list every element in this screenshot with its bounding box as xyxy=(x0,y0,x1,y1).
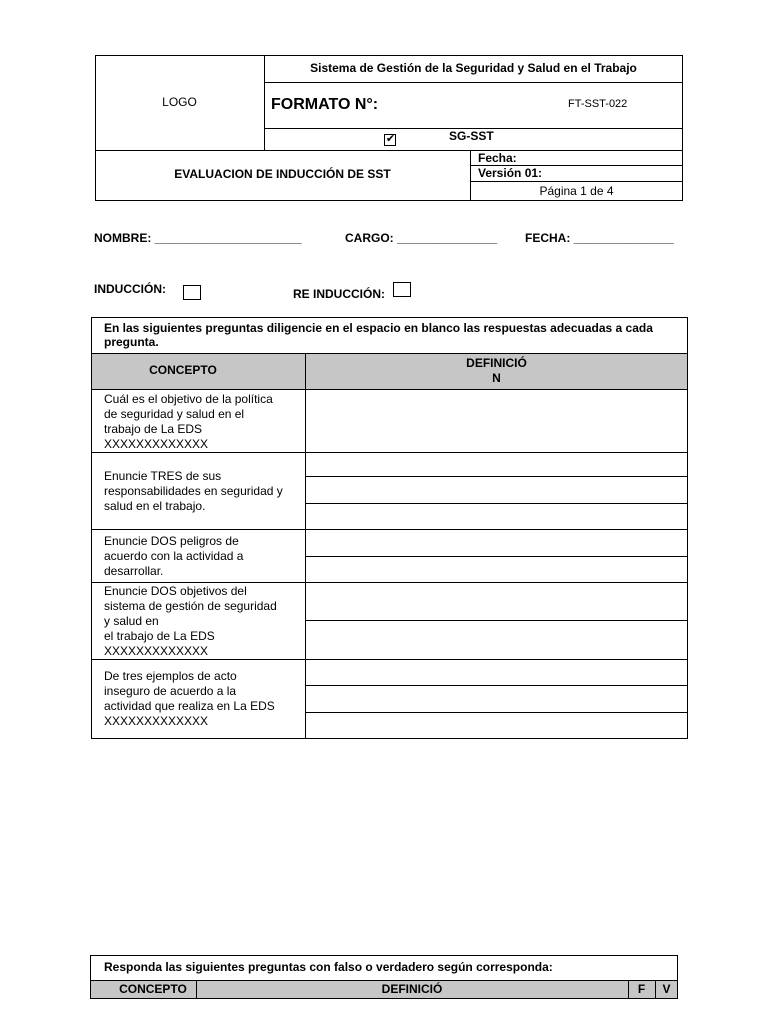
header-divider xyxy=(470,181,683,182)
reinduccion-label: RE INDUCCIÓN: xyxy=(293,287,385,301)
reinduccion-checkbox[interactable] xyxy=(393,282,411,297)
system-title: Sistema de Gestión de la Seguridad y Salud en el Trabajo xyxy=(310,61,637,75)
logo-placeholder: LOGO xyxy=(162,95,197,109)
answer-field-4[interactable] xyxy=(306,583,687,659)
question-3: Enuncie DOS peligros de acuerdo con la actividad a desarrollar. xyxy=(104,534,244,578)
format-code: FT-SST-022 xyxy=(568,98,628,110)
fecha-field[interactable]: FECHA: _______________ xyxy=(525,231,674,245)
col-definicion-header-line2: N xyxy=(492,371,501,385)
induccion-checkbox[interactable] xyxy=(183,285,201,300)
formato-label: FORMATO N°: xyxy=(271,96,379,113)
nombre-field[interactable]: NOMBRE: ______________________ xyxy=(94,231,302,245)
col-concepto-header: CONCEPTO xyxy=(149,363,217,377)
question-1: Cuál es el objetivo de la política de seguridad y salud en el trabajo de La EDS XXXXXXXXXXXXX xyxy=(104,392,273,451)
answer-field-3[interactable] xyxy=(306,530,687,582)
table2-col-concepto: CONCEPTO xyxy=(119,982,187,996)
cargo-field[interactable]: CARGO: _______________ xyxy=(345,231,498,245)
header-divider xyxy=(95,150,683,151)
question-2: Enuncie TRES de sus responsabilidades en seguridad y salud en el trabajo. xyxy=(104,469,283,513)
sgsst-checkbox[interactable] xyxy=(384,134,396,146)
document-title: EVALUACION DE INDUCCIÓN DE SST xyxy=(174,167,391,181)
table1-instruction: En las siguientes preguntas diligencie en el espacio en blanco las respuestas adecuadas a cada pregunta. xyxy=(104,321,653,349)
sgsst-label: SG-SST xyxy=(449,129,494,143)
table2-instruction: Responda las siguientes preguntas con falso o verdadero según corresponda: xyxy=(104,960,553,974)
table2-col-definicion: DEFINICIÓ xyxy=(381,982,443,996)
page-number: Página 1 de 4 xyxy=(539,184,614,198)
table2-col-v: V xyxy=(662,982,671,996)
answer-field-1[interactable] xyxy=(306,390,687,452)
check-icon: ✔ xyxy=(385,133,396,145)
table2-col-f: F xyxy=(637,982,646,996)
answer-field-5[interactable] xyxy=(306,660,687,738)
fecha-header-label: Fecha: xyxy=(478,151,517,165)
answer-field-2[interactable] xyxy=(306,453,687,529)
induccion-label: INDUCCIÓN: xyxy=(94,282,166,296)
question-4: Enuncie DOS objetivos del sistema de gestión de seguridad y salud en el trabajo de La EDS XXXXXXXXXXXXX xyxy=(104,584,277,658)
question-5: De tres ejemplos de acto inseguro de acuerdo a la actividad que realiza en La EDS XXXXXXXXXXXXX xyxy=(104,669,275,728)
col-definicion-header-line1: DEFINICIÓ xyxy=(466,356,527,370)
row-divider xyxy=(90,980,678,981)
row-divider xyxy=(91,353,688,354)
version-label: Versión 01: xyxy=(478,166,543,180)
header-divider xyxy=(264,82,683,83)
